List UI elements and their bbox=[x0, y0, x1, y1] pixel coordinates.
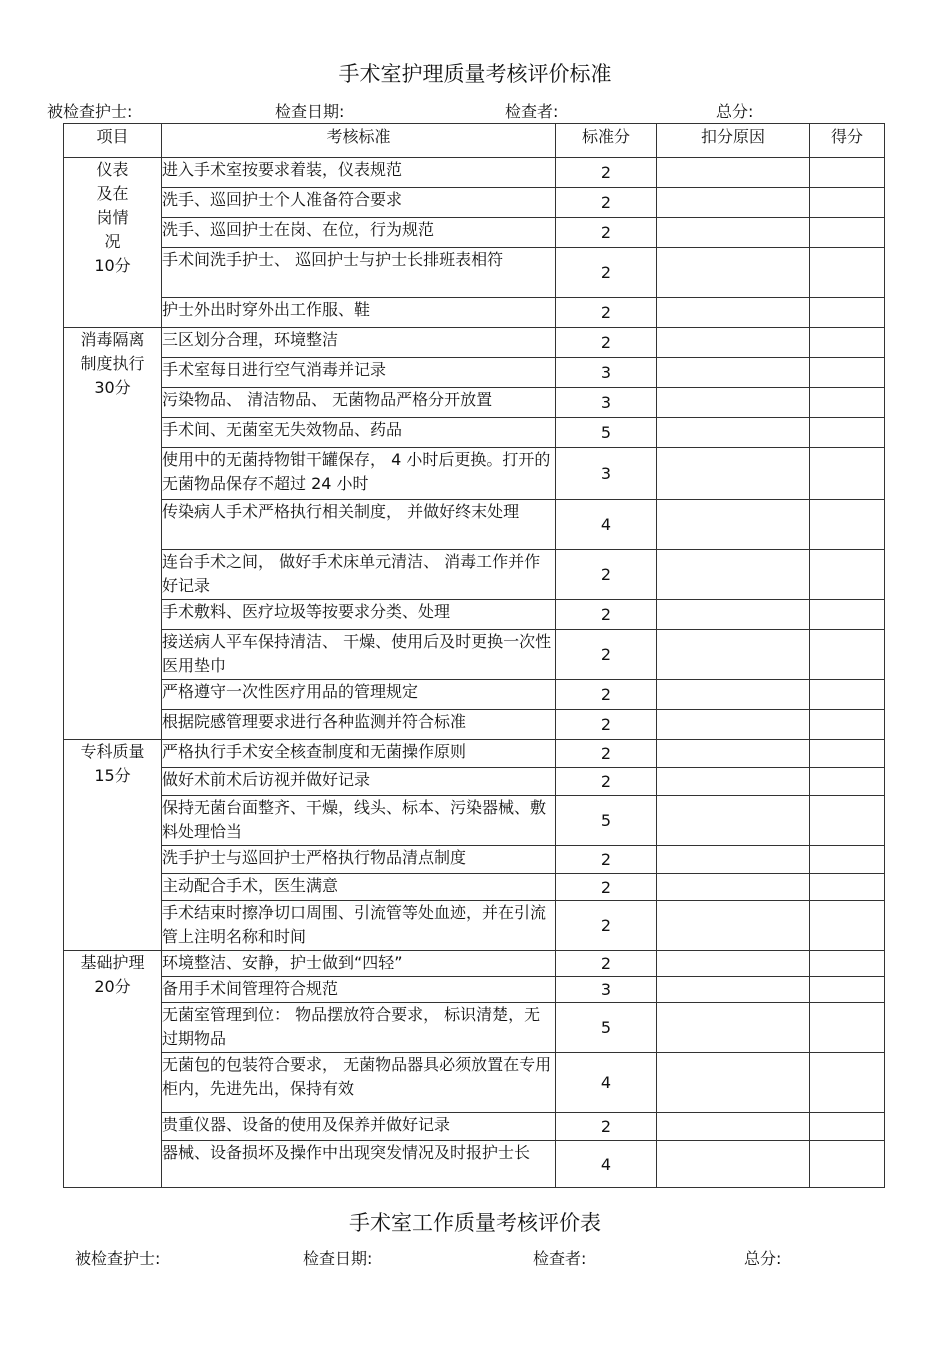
table-row bbox=[64, 218, 885, 248]
criterion-text: 贵重仪器、设备的使用及保养并做好记录 bbox=[162, 1113, 556, 1141]
score-cell[interactable] bbox=[810, 977, 885, 1003]
date-field-label: 检查日期: bbox=[275, 102, 345, 121]
standard-score: 2 bbox=[556, 680, 657, 710]
criterion-text: 保持无菌台面整齐、干燥，线头、标本、污染器械、敷料处理恰当 bbox=[162, 796, 556, 846]
table-row bbox=[64, 1003, 885, 1053]
standard-score: 2 bbox=[556, 710, 657, 740]
deduction-reason-cell[interactable] bbox=[657, 768, 810, 796]
table-row bbox=[64, 448, 885, 500]
standard-score: 2 bbox=[556, 630, 657, 680]
criterion-text: 三区划分合理，环境整洁 bbox=[162, 328, 556, 358]
criterion-text: 手术敷料、医疗垃圾等按要求分类、处理 bbox=[162, 600, 556, 630]
deduction-reason-cell[interactable] bbox=[657, 218, 810, 248]
deduction-reason-cell[interactable] bbox=[657, 977, 810, 1003]
form2-date-field-label: 检查日期: bbox=[303, 1249, 373, 1268]
table-row bbox=[64, 1053, 885, 1113]
criterion-text: 备用手术间管理符合规范 bbox=[162, 977, 556, 1003]
deduction-reason-cell[interactable] bbox=[657, 630, 810, 680]
table-row bbox=[64, 188, 885, 218]
criterion-text: 洗手护士与巡回护士严格执行物品清点制度 bbox=[162, 846, 556, 874]
criterion-text: 严格执行手术安全核查制度和无菌操作原则 bbox=[162, 740, 556, 768]
deduction-reason-cell[interactable] bbox=[657, 600, 810, 630]
standard-score: 2 bbox=[556, 600, 657, 630]
section-label-line: 20分 bbox=[94, 977, 131, 996]
score-cell[interactable] bbox=[810, 710, 885, 740]
criterion-text: 洗手、巡回护士个人准备符合要求 bbox=[162, 188, 556, 218]
score-cell[interactable] bbox=[810, 218, 885, 248]
deduction-reason-cell[interactable] bbox=[657, 846, 810, 874]
standard-score: 2 bbox=[556, 248, 657, 298]
criterion-text: 手术室每日进行空气消毒并记录 bbox=[162, 358, 556, 388]
criterion-text: 污染物品、 清洁物品、 无菌物品严格分开放置 bbox=[162, 388, 556, 418]
criterion-text: 严格遵守一次性医疗用品的管理规定 bbox=[162, 680, 556, 710]
deduction-reason-cell[interactable] bbox=[657, 1003, 810, 1053]
criterion-text: 手术间洗手护士、 巡回护士与护士长排班表相符 bbox=[162, 248, 556, 298]
section-label bbox=[64, 158, 162, 328]
col-header-score: 得分 bbox=[810, 124, 885, 158]
form2-total-field-label: 总分: bbox=[744, 1249, 782, 1268]
table-row bbox=[64, 1113, 885, 1141]
standard-score: 2 bbox=[556, 846, 657, 874]
section-label bbox=[64, 740, 162, 951]
standard-score: 2 bbox=[556, 951, 657, 977]
standard-score: 2 bbox=[556, 298, 657, 328]
col-header-criteria: 考核标准 bbox=[162, 124, 556, 158]
criterion-text: 护士外出时穿外出工作服、鞋 bbox=[162, 298, 556, 328]
table-row bbox=[64, 768, 885, 796]
score-cell[interactable] bbox=[810, 874, 885, 901]
col-header-item: 项目 bbox=[64, 124, 162, 158]
total-field-label: 总分: bbox=[716, 102, 754, 121]
score-cell[interactable] bbox=[810, 188, 885, 218]
deduction-reason-cell[interactable] bbox=[657, 901, 810, 951]
score-cell[interactable] bbox=[810, 680, 885, 710]
section-label-line: 10分 bbox=[94, 256, 131, 275]
criterion-text: 做好术前术后访视并做好记录 bbox=[162, 768, 556, 796]
deduction-reason-cell[interactable] bbox=[657, 298, 810, 328]
table-row bbox=[64, 846, 885, 874]
score-cell[interactable] bbox=[810, 418, 885, 448]
standard-score: 4 bbox=[556, 1053, 657, 1113]
score-cell[interactable] bbox=[810, 846, 885, 874]
score-cell[interactable] bbox=[810, 158, 885, 188]
score-cell[interactable] bbox=[810, 951, 885, 977]
table-row bbox=[64, 901, 885, 951]
deduction-reason-cell[interactable] bbox=[657, 951, 810, 977]
table-row bbox=[64, 418, 885, 448]
standard-score: 4 bbox=[556, 1141, 657, 1188]
table-row bbox=[64, 328, 885, 358]
standard-score: 2 bbox=[556, 328, 657, 358]
section-label-line: 及在 bbox=[96, 184, 129, 203]
section-label bbox=[64, 951, 162, 1188]
score-cell[interactable] bbox=[810, 448, 885, 500]
criterion-text: 主动配合手术，医生满意 bbox=[162, 874, 556, 901]
criterion-text: 无菌包的包装符合要求， 无菌物品器具必须放置在专用柜内，先进先出，保持有效 bbox=[162, 1053, 556, 1113]
deduction-reason-cell[interactable] bbox=[657, 188, 810, 218]
criterion-text: 无菌室管理到位： 物品摆放符合要求， 标识清楚，无过期物品 bbox=[162, 1003, 556, 1053]
form2-inspector-field-label: 检查者: bbox=[533, 1249, 587, 1268]
standard-score: 4 bbox=[556, 500, 657, 550]
standard-score: 5 bbox=[556, 418, 657, 448]
standard-score: 5 bbox=[556, 796, 657, 846]
deduction-reason-cell[interactable] bbox=[657, 500, 810, 550]
score-cell[interactable] bbox=[810, 768, 885, 796]
table-row bbox=[64, 1141, 885, 1188]
score-cell[interactable] bbox=[810, 248, 885, 298]
standard-score: 2 bbox=[556, 740, 657, 768]
col-header-deduction-reason: 扣分原因 bbox=[657, 124, 810, 158]
score-cell[interactable] bbox=[810, 1113, 885, 1141]
criterion-text: 接送病人平车保持清洁、 干燥、使用后及时更换一次性医用垫巾 bbox=[162, 630, 556, 680]
standard-score: 2 bbox=[556, 1113, 657, 1141]
score-cell[interactable] bbox=[810, 796, 885, 846]
form1-title: 手术室护理质量考核评价标准 bbox=[338, 62, 612, 86]
table-row bbox=[64, 358, 885, 388]
form2-title: 手术室工作质量考核评价表 bbox=[349, 1211, 601, 1235]
table-row bbox=[64, 874, 885, 901]
table-row bbox=[64, 680, 885, 710]
standard-score: 2 bbox=[556, 901, 657, 951]
section-label-line: 仪表 bbox=[96, 160, 129, 179]
score-cell[interactable] bbox=[810, 630, 885, 680]
score-cell[interactable] bbox=[810, 1141, 885, 1188]
deduction-reason-cell[interactable] bbox=[657, 248, 810, 298]
table-row bbox=[64, 600, 885, 630]
col-header-standard-score: 标准分 bbox=[556, 124, 657, 158]
score-cell[interactable] bbox=[810, 740, 885, 768]
standard-score: 3 bbox=[556, 388, 657, 418]
section-label-line: 基础护理 bbox=[80, 953, 145, 972]
deduction-reason-cell[interactable] bbox=[657, 358, 810, 388]
criterion-text: 进入手术室按要求着装，仪表规范 bbox=[162, 158, 556, 188]
table-row bbox=[64, 248, 885, 298]
table-row bbox=[64, 951, 885, 977]
section-label-line: 消毒隔离 bbox=[80, 330, 145, 349]
standard-score: 2 bbox=[556, 218, 657, 248]
deduction-reason-cell[interactable] bbox=[657, 448, 810, 500]
deduction-reason-cell[interactable] bbox=[657, 158, 810, 188]
standard-score: 3 bbox=[556, 977, 657, 1003]
score-cell[interactable] bbox=[810, 388, 885, 418]
score-cell[interactable] bbox=[810, 1053, 885, 1113]
score-cell[interactable] bbox=[810, 550, 885, 600]
standard-score: 2 bbox=[556, 768, 657, 796]
score-cell[interactable] bbox=[810, 600, 885, 630]
standard-score: 2 bbox=[556, 874, 657, 901]
criterion-text: 根据院感管理要求进行各种监测并符合标准 bbox=[162, 710, 556, 740]
deduction-reason-cell[interactable] bbox=[657, 1113, 810, 1141]
table-row bbox=[64, 630, 885, 680]
score-cell[interactable] bbox=[810, 500, 885, 550]
criterion-text: 传染病人手术严格执行相关制度， 并做好终末处理 bbox=[162, 500, 556, 550]
section-label-line: 30分 bbox=[94, 378, 131, 397]
score-cell[interactable] bbox=[810, 901, 885, 951]
table-row bbox=[64, 977, 885, 1003]
table-row bbox=[64, 500, 885, 550]
inspector-field-label: 检查者: bbox=[505, 102, 559, 121]
deduction-reason-cell[interactable] bbox=[657, 710, 810, 740]
section-label bbox=[64, 328, 162, 740]
table-row bbox=[64, 550, 885, 600]
deduction-reason-cell[interactable] bbox=[657, 328, 810, 358]
criterion-text: 使用中的无菌持物钳干罐保存， 4 小时后更换。打开的无菌物品保存不超过 24 小时 bbox=[162, 448, 556, 500]
criterion-text: 洗手、巡回护士在岗、在位，行为规范 bbox=[162, 218, 556, 248]
score-cell[interactable] bbox=[810, 298, 885, 328]
evaluation-table bbox=[63, 123, 885, 1188]
form2-nurse-field-label: 被检查护士: bbox=[75, 1249, 161, 1268]
deduction-reason-cell[interactable] bbox=[657, 1053, 810, 1113]
criterion-text: 连台手术之间， 做好手术床单元清洁、 消毒工作并作好记录 bbox=[162, 550, 556, 600]
criterion-text: 器械、设备损坏及操作中出现突发情况及时报护士长 bbox=[162, 1141, 556, 1188]
table-row bbox=[64, 158, 885, 188]
score-cell[interactable] bbox=[810, 358, 885, 388]
standard-score: 3 bbox=[556, 358, 657, 388]
deduction-reason-cell[interactable] bbox=[657, 874, 810, 901]
section-label-line: 专科质量 bbox=[80, 742, 145, 761]
criterion-text: 环境整洁、安静，护士做到“四轻” bbox=[162, 951, 556, 977]
criterion-text: 手术间、无菌室无失效物品、药品 bbox=[162, 418, 556, 448]
table-row bbox=[64, 388, 885, 418]
deduction-reason-cell[interactable] bbox=[657, 550, 810, 600]
deduction-reason-cell[interactable] bbox=[657, 740, 810, 768]
deduction-reason-cell[interactable] bbox=[657, 418, 810, 448]
section-label-line: 岗情 bbox=[96, 208, 129, 227]
standard-score: 2 bbox=[556, 188, 657, 218]
standard-score: 2 bbox=[556, 158, 657, 188]
score-cell[interactable] bbox=[810, 328, 885, 358]
deduction-reason-cell[interactable] bbox=[657, 388, 810, 418]
score-cell[interactable] bbox=[810, 1003, 885, 1053]
table-row bbox=[64, 796, 885, 846]
section-label-line: 制度执行 bbox=[80, 354, 145, 373]
standard-score: 2 bbox=[556, 550, 657, 600]
standard-score: 3 bbox=[556, 448, 657, 500]
deduction-reason-cell[interactable] bbox=[657, 680, 810, 710]
section-label-line: 15分 bbox=[94, 766, 131, 785]
table-row bbox=[64, 710, 885, 740]
section-label-line: 况 bbox=[104, 232, 121, 251]
criterion-text: 手术结束时擦净切口周围、引流管等处血迹，并在引流管上注明名称和时间 bbox=[162, 901, 556, 951]
table-row bbox=[64, 298, 885, 328]
standard-score: 5 bbox=[556, 1003, 657, 1053]
nurse-field-label: 被检查护士: bbox=[47, 102, 133, 121]
deduction-reason-cell[interactable] bbox=[657, 796, 810, 846]
table-header-row bbox=[64, 124, 885, 158]
table-row bbox=[64, 740, 885, 768]
deduction-reason-cell[interactable] bbox=[657, 1141, 810, 1188]
